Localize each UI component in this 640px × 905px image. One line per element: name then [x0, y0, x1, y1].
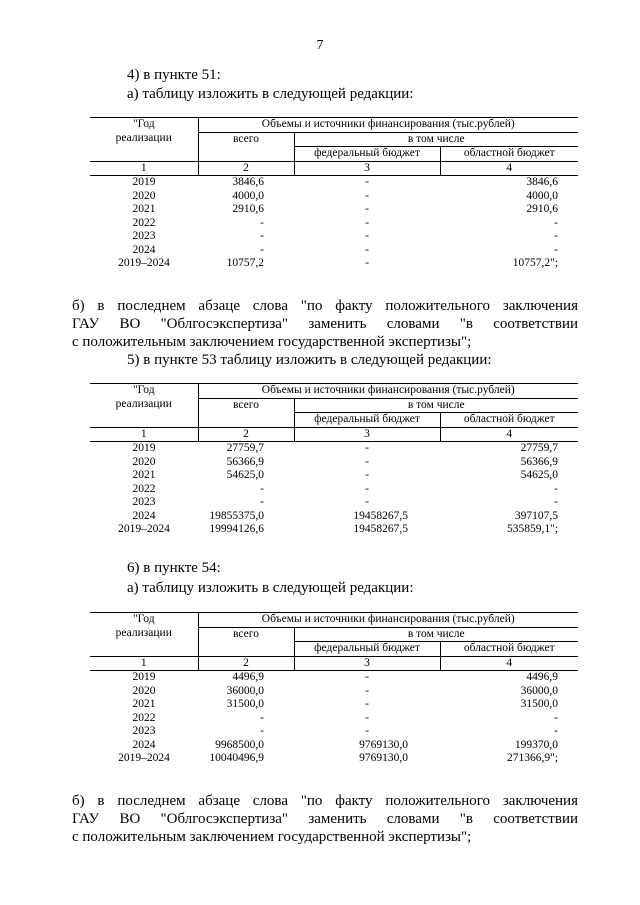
- paragraph-b-2: [72, 792, 578, 846]
- header-regional: областной бюджет: [440, 642, 578, 657]
- header-year-line2: реализации: [115, 131, 172, 144]
- table-row: [90, 244, 578, 258]
- table-row: [90, 712, 578, 726]
- cell-total: 31500,0: [226, 698, 264, 710]
- table-row: [90, 456, 578, 470]
- cell-total: 10040496,9: [209, 752, 264, 764]
- item-6-heading: 6) в пункте 54:: [127, 560, 221, 576]
- table-row: [90, 725, 578, 739]
- cell-federal: -: [365, 230, 369, 242]
- cell-year: 2019–2024: [118, 257, 170, 269]
- cell-federal: -: [365, 671, 369, 683]
- cell-year: 2022: [132, 482, 156, 495]
- header-year: [90, 613, 198, 657]
- cell-federal: -: [365, 216, 369, 229]
- cell-regional: -: [554, 496, 559, 508]
- cell-year: 2024: [132, 243, 156, 256]
- cell-total: 3846,6: [232, 176, 264, 188]
- header-num-2: 2: [198, 656, 294, 671]
- header-year-line1: "Год: [132, 613, 155, 625]
- cell-year: 2019–2024: [118, 752, 170, 764]
- table-row: [90, 496, 578, 510]
- cell-year: 2024: [132, 509, 156, 522]
- cell-total: -: [260, 482, 264, 495]
- cell-total: -: [260, 230, 264, 242]
- cell-federal: -: [365, 482, 369, 495]
- table-row: [90, 671, 578, 685]
- cell-total: -: [260, 216, 264, 229]
- header-funding: Объемы и источники финансирования (тыс.рублей): [198, 384, 578, 399]
- cell-regional: -: [554, 482, 559, 495]
- cell-regional: 54625,0: [520, 469, 559, 481]
- funding-table-1: [90, 117, 578, 271]
- header-num-4: 4: [440, 427, 578, 442]
- cell-federal: -: [365, 442, 369, 454]
- cell-regional: 199370,0: [514, 738, 559, 751]
- cell-regional: -: [554, 243, 559, 256]
- cell-year: 2019: [132, 671, 156, 683]
- cell-total: 19994126,6: [209, 523, 264, 535]
- cell-total: -: [260, 725, 264, 737]
- cell-year: 2020: [132, 189, 156, 202]
- cell-year: 2022: [132, 711, 156, 724]
- paragraph-b-1-line2: ГАУ ВО "Облгосэкспертиза" заменить словами "в соответствии: [72, 316, 578, 332]
- cell-regional: 27759,7: [520, 442, 559, 454]
- table-row: [90, 510, 578, 524]
- item-4-heading: 4) в пункте 51:: [127, 67, 221, 83]
- cell-year: 2024: [132, 738, 156, 751]
- header-year: [90, 118, 198, 162]
- cell-total: -: [260, 496, 264, 508]
- header-including: в том числе: [294, 627, 578, 642]
- cell-regional: 31500,0: [520, 698, 559, 710]
- cell-federal: 9769130,0: [359, 738, 408, 751]
- paragraph-b-1-line3: с положительным заключением государственной экспертизы";: [72, 334, 472, 350]
- cell-total: -: [260, 243, 264, 256]
- cell-federal: -: [365, 176, 369, 188]
- header-funding: Объемы и источники финансирования (тыс.рублей): [198, 613, 578, 628]
- paragraph-b-2-line2: ГАУ ВО "Облгосэкспертиза" заменить словами "в соответствии: [72, 811, 578, 827]
- header-num-2: 2: [198, 427, 294, 442]
- header-num-4: 4: [440, 161, 578, 176]
- cell-total: 2910,6: [232, 203, 264, 215]
- cell-total: 54625,0: [226, 469, 264, 481]
- table-row: [90, 217, 578, 231]
- funding-table-3: [90, 612, 578, 766]
- cell-regional: 10757,2";: [512, 257, 559, 269]
- item-6a-text: а) таблицу изложить в следующей редакции:: [127, 580, 414, 596]
- cell-regional: -: [554, 725, 559, 737]
- cell-federal: -: [365, 203, 369, 215]
- cell-federal: -: [365, 243, 369, 256]
- cell-year: 2021: [132, 698, 156, 710]
- header-federal: федеральный бюджет: [294, 147, 440, 162]
- table-row: [90, 685, 578, 699]
- header-federal: федеральный бюджет: [294, 642, 440, 657]
- cell-regional: 397107,5: [514, 509, 559, 522]
- cell-year: 2019–2024: [118, 523, 170, 535]
- cell-year: 2022: [132, 216, 156, 229]
- cell-federal: -: [365, 711, 369, 724]
- cell-federal: -: [365, 698, 369, 710]
- cell-federal: -: [365, 455, 369, 468]
- cell-federal: 19458267,5: [353, 509, 408, 522]
- cell-total: 36000,0: [226, 684, 264, 697]
- cell-regional: 2910,6: [526, 203, 559, 215]
- header-num-1: 1: [140, 161, 147, 174]
- cell-regional: 271366,9";: [507, 752, 559, 764]
- paragraph-b-1: [72, 297, 578, 351]
- table-row: [90, 257, 578, 271]
- cell-year: 2023: [132, 725, 156, 737]
- table-row: [90, 469, 578, 483]
- cell-regional: 4000,0: [526, 189, 559, 202]
- header-num-4: 4: [440, 656, 578, 671]
- cell-regional: 3846,6: [526, 176, 559, 188]
- cell-year: 2019: [132, 442, 156, 454]
- header-including: в том числе: [294, 132, 578, 147]
- cell-federal: -: [365, 189, 369, 202]
- cell-federal: -: [365, 496, 369, 508]
- table-row: [90, 698, 578, 712]
- paragraph-b-2-line3: с положительным заключением государственной экспертизы";: [72, 829, 472, 845]
- cell-year: 2021: [132, 469, 156, 481]
- cell-federal: -: [365, 684, 369, 697]
- header-total: всего: [198, 398, 294, 427]
- table-row: [90, 203, 578, 217]
- table-row: [90, 176, 578, 190]
- cell-regional: 4496,9: [526, 671, 559, 683]
- header-year: [90, 384, 198, 428]
- table-row: [90, 190, 578, 204]
- table-row: [90, 442, 578, 456]
- cell-year: 2019: [132, 176, 156, 188]
- header-total: всего: [198, 132, 294, 161]
- cell-federal: -: [365, 469, 369, 481]
- header-num-1: 1: [140, 427, 147, 440]
- table-row: [90, 230, 578, 244]
- cell-total: 56366,9: [226, 455, 264, 468]
- cell-regional: -: [554, 230, 559, 242]
- cell-federal: -: [365, 725, 369, 737]
- cell-federal: 19458267,5: [353, 523, 408, 535]
- header-year-line2: реализации: [115, 397, 172, 410]
- table-row: [90, 483, 578, 497]
- header-num-2: 2: [198, 161, 294, 176]
- cell-total: -: [260, 711, 264, 724]
- item-4a-text: а) таблицу изложить в следующей редакции:: [127, 86, 414, 102]
- cell-federal: 9769130,0: [359, 752, 408, 764]
- header-num-3: 3: [294, 656, 440, 671]
- cell-year: 2023: [132, 496, 156, 508]
- cell-total: 10757,2: [226, 257, 264, 269]
- cell-total: 27759,7: [226, 442, 264, 454]
- paragraph-b-2-line1: б) в последнем абзаце слова "по факту положительного заключения: [72, 793, 578, 809]
- cell-year: 2023: [132, 230, 156, 242]
- cell-regional: 535859,1";: [507, 523, 559, 535]
- table-row: [90, 523, 578, 537]
- cell-year: 2020: [132, 455, 156, 468]
- cell-total: 4496,9: [232, 671, 264, 683]
- header-year-line1: "Год: [132, 384, 155, 396]
- header-year-line2: реализации: [115, 626, 172, 639]
- paragraph-b-1-line1: б) в последнем абзаце слова "по факту положительного заключения: [72, 298, 578, 314]
- table-row: [90, 739, 578, 753]
- cell-federal: -: [365, 257, 369, 269]
- header-federal: федеральный бюджет: [294, 413, 440, 428]
- funding-table-2: [90, 383, 578, 537]
- header-funding: Объемы и источники финансирования (тыс.рублей): [198, 118, 578, 133]
- cell-regional: -: [554, 711, 559, 724]
- cell-regional: -: [554, 216, 559, 229]
- item-5-heading: 5) в пункте 53 таблицу изложить в следующей редакции:: [127, 352, 492, 368]
- cell-total: 9968500,0: [215, 738, 264, 751]
- cell-total: 19855375,0: [209, 509, 264, 522]
- header-regional: областной бюджет: [440, 413, 578, 428]
- page-number: 7: [316, 38, 324, 53]
- header-including: в том числе: [294, 398, 578, 413]
- header-num-3: 3: [294, 427, 440, 442]
- table-row: [90, 752, 578, 766]
- cell-year: 2021: [132, 203, 156, 215]
- cell-total: 4000,0: [232, 189, 264, 202]
- header-year-line1: "Год: [132, 118, 155, 130]
- cell-regional: 56366,9: [520, 455, 559, 468]
- header-num-3: 3: [294, 161, 440, 176]
- cell-year: 2020: [132, 684, 156, 697]
- header-regional: областной бюджет: [440, 147, 578, 162]
- header-total: всего: [198, 627, 294, 656]
- header-num-1: 1: [140, 656, 147, 669]
- cell-regional: 36000,0: [520, 684, 559, 697]
